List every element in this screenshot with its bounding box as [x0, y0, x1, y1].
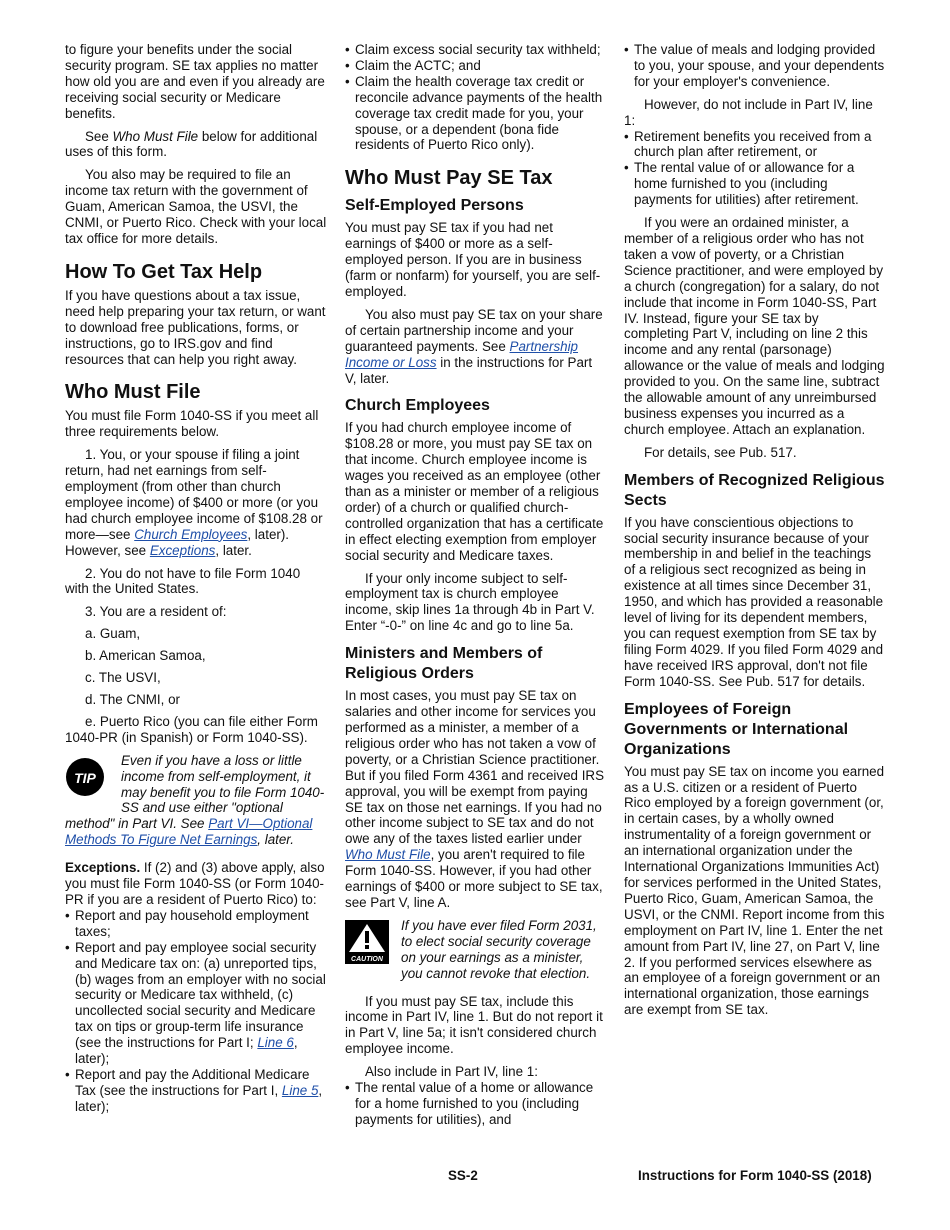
- tip-note: TIP Even if you have a loss or little income from self-employment, it may benefit you to file Form 1040-SS and use either "optional method" in Part VI. See Part VI—Optional Methods To Figure Net Earnings, later.: [65, 752, 325, 848]
- heading-self-employed: Self-Employed Persons: [345, 197, 524, 215]
- exceptions-paragraph: Exceptions. If (2) and (3) above apply, also you must file Form 1040-SS (or Form 1040-PR if you are a resident of Puerto Rico) to:: [65, 860, 325, 907]
- requirement-2: 2. You do not have to file Form 1040 with the United States.: [65, 565, 301, 597]
- list-item: • Report and pay household employment taxes;: [65, 908, 327, 940]
- heading-religious-sects: Members of Recognized Religious Sects: [624, 471, 885, 509]
- column-3: [624, 42, 886, 1025]
- paragraph: See Who Must File below for additional uses of this form.: [65, 128, 318, 160]
- list-item: • Report and pay the Additional Medicare Tax (see the instructions for Part I, Line 5, later);: [65, 1067, 327, 1115]
- heading-foreign-governments: Employees of Foreign Governments or International Organizations: [624, 700, 849, 758]
- heading-tax-help: How To Get Tax Help: [65, 260, 263, 283]
- paragraph: You must pay SE tax if you had net earnings of $400 or more as a self-employed person. If you are in business (farm or nonfarm) for yourself, you are self-employed.: [345, 220, 601, 299]
- paragraph: Also include in Part IV, line 1:: [365, 1064, 538, 1080]
- paragraph: However, do not include in Part IV, line 1:: [624, 96, 873, 128]
- paragraph: If you have conscientious objections to social security insurance because of your membership in and belief in the teachings of a religious sect recognized as being in existence at all times since December 31, 1950, and which has provided a reasonable level of living for its dependent members, you can request exemption from SE tax by filing Form 4029. If you filed Form 4029 and have received IRS approval, don't not file Form 1040-SS. See Pub. 517 for details.: [624, 514, 884, 689]
- paragraph: If you must pay SE tax, include this income in Part IV, line 1. But do not report it in Part V, line 5a; it isn't considered church employee income.: [345, 993, 603, 1057]
- list-item: • The rental value of or allowance for a home furnished to you (including payments for utilities) after retirement.: [624, 160, 886, 208]
- list-item: • The value of meals and lodging provided to you, your spouse, and your dependents for your employer's convenience.: [624, 42, 886, 90]
- requirement-3e: e. Puerto Rico (you can file either Form 1040-PR (in Spanish) or Form 1040-SS).: [65, 713, 318, 745]
- tip-icon: [65, 755, 115, 799]
- requirement-3b: b. American Samoa,: [85, 648, 206, 664]
- link-line-5[interactable]: Line 5: [281, 1082, 319, 1098]
- paragraph: to figure your benefits under the social security program. SE tax applies no matter how old you are and even if you already are receiving social security or Medicare benefits.: [65, 42, 325, 121]
- heading-ministers: Ministers and Members of Religious Orders: [345, 645, 543, 683]
- requirement-3: 3. You are a resident of:: [85, 604, 227, 620]
- list-item: • Report and pay employee social security and Medicare tax on: (a) unreported tips, (b) wages from an employer with no social security or Medicare tax withheld, (c) uncollected social security and Medicare tax on tips or group-term life insurance (see the instructions for Part I; Line 6, later);: [65, 940, 327, 1067]
- list-item: • Retirement benefits you received from a church plan after retirement, or: [624, 129, 886, 161]
- heading-who-must-file: Who Must File: [65, 381, 201, 404]
- svg-text:CAUTION: CAUTION: [351, 955, 383, 963]
- paragraph: If you have questions about a tax issue, need help preparing your tax return, or want to download free publications, forms, or instructions, go to IRS.gov and find resources that can help you right away.: [65, 287, 326, 367]
- link-exceptions[interactable]: Exceptions: [149, 542, 216, 558]
- link-church-employees[interactable]: Church Employees: [134, 526, 248, 542]
- caution-note: CAUTION If you have ever filed Form 2031, to elect social security coverage on your earnings as a minister, you cannot revoke that election.: [345, 918, 605, 982]
- footer-title: Instructions for Form 1040-SS (2018): [638, 1168, 872, 1183]
- column-1: [65, 42, 327, 1115]
- requirement-3a: a. Guam,: [85, 626, 141, 642]
- paragraph: You also must pay SE tax on your share of certain partnership income and your guaranteed payments. See Partnership Income or Loss in the instructions for Part V, later.: [345, 306, 603, 386]
- paragraph: In most cases, you must pay SE tax on salaries and other income for services you performed as a minister, a member of a religious order who has not taken a vow of poverty, or a Christian Science practitioner. But if you filed Form 4361 and received IRS approval, you will be exempt from paying SE tax on those net earnings. If you had no other income subject to SE tax and do not owe any of the taxes listed earlier under Who Must File, you aren't required to file Form 1040-SS. However, if you had other earnings of $400 or more subject to SE tax, see Part V, line A.: [345, 688, 605, 910]
- requirement-3d: d. The CNMI, or: [85, 692, 181, 707]
- heading-who-must-pay: Who Must Pay SE Tax: [345, 167, 553, 190]
- paragraph: You must pay SE tax on income you earned as a U.S. citizen or a resident of Puerto Rico employed by a foreign government (or, in certain cases, by a wholly owned instrumentality of a foreign government or an international organization under the International Organizations Immunities Act) for services performed in the United States, Puerto Rico, Guam, American Samoa, the USVI, or the CNMI. Report income from this employment on Part IV, line 1. Enter the net amount from Part IV, line 27, on Part V, line 2. If you performed services elsewhere as an employee of a foreign government or an international organization, those earnings are exempt from SE tax.: [624, 763, 885, 1018]
- page-number: SS-2: [448, 1168, 478, 1183]
- paragraph: If you had church employee income of $108.28 or more, you must pay SE tax on that income. Church employee income is wages you received as an employee (other than as a minister or member of a religious order) of a church or qualified church-controlled organization that has a certificate in effect electing exemption from employer social security and Medicare taxes.: [345, 420, 604, 563]
- paragraph: If you were an ordained minister, a member of a religious order who has not taken a vow of poverty, or a Christian Science practitioner, and were employed by a church (congregation) for a salary, do not include that income in Form 1040-SS, Part IV. Instead, figure your SE tax by completing Part V, including on line 2 this income and any rental (parsonage) allowance or the value of meals and lodging provided to you. On the same line, subtract the allowable amount of any unreimbursed business expenses you incurred as a church employee. Attach an explanation.: [624, 215, 885, 437]
- list-item: • Claim excess social security tax withheld;: [345, 42, 605, 58]
- paragraph: You also may be required to file an income tax return with the government of Guam, American Samoa, the USVI, the CNMI, or Puerto Rico. Check with your local tax office for more details.: [65, 167, 327, 246]
- link-who-must-file[interactable]: Who Must File: [345, 847, 431, 863]
- heading-church-employees: Church Employees: [345, 397, 490, 415]
- link-optional-methods[interactable]: Part VI—Optional Methods To Figure Net Earnings: [65, 816, 313, 848]
- paragraph: If your only income subject to self-employment tax is church employee income, skip lines 1a through 4b in Part V. Enter “-0-” on line 4c and go to line 5a.: [345, 570, 595, 634]
- link-line-6[interactable]: Line 6: [257, 1035, 294, 1051]
- requirement-1: 1. You, or your spouse if filing a joint return, had net earnings from self-employment (from other than church employee income) of $400 or more (or you had church employee income of $108.28 or more—see Church Employees, later). However, see Exceptions, later.: [65, 447, 323, 558]
- column-2: [345, 42, 605, 1128]
- requirement-3c: c. The USVI,: [85, 670, 161, 686]
- svg-text:TIP: TIP: [74, 769, 96, 786]
- list-item: • The rental value of a home or allowance for a home furnished to you (including payments for utilities), and: [345, 1080, 605, 1128]
- list-item: • Claim the health coverage tax credit or reconcile advance payments of the health coverage tax credit made for you, your spouse, or a dependent (bona fide residents of Puerto Rico only).: [345, 74, 605, 154]
- paragraph: For details, see Pub. 517.: [644, 444, 797, 460]
- caution-icon: [345, 920, 395, 964]
- link-partnership-income[interactable]: Partnership Income or Loss: [345, 338, 579, 370]
- paragraph: You must file Form 1040-SS if you meet all three requirements below.: [65, 408, 319, 440]
- list-item: • Claim the ACTC; and: [345, 58, 605, 74]
